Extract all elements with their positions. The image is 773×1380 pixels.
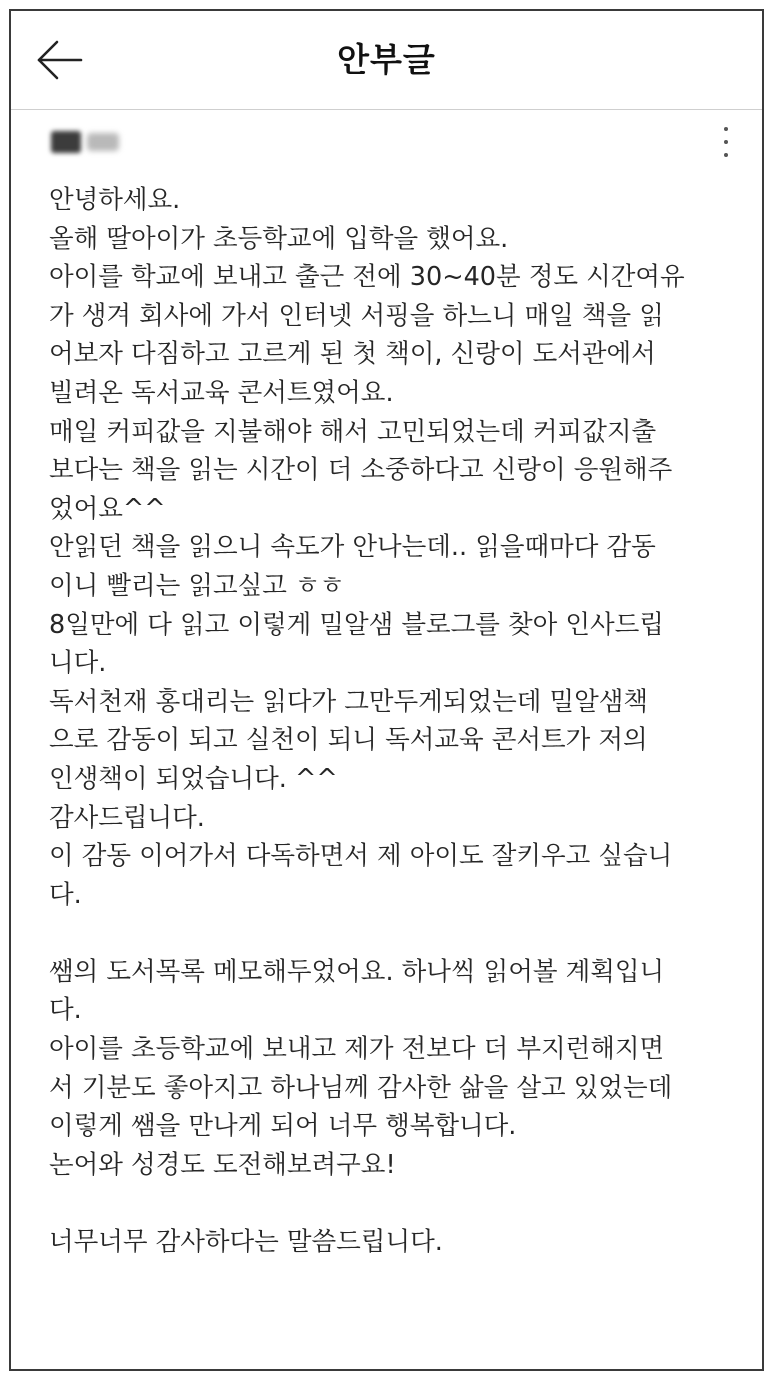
more-options-button[interactable]	[720, 123, 732, 161]
post-text-line: 쌤의 도서목록 메모해두었어요. 하나씩 읽어볼 계획입니	[49, 956, 665, 987]
post-text-line: 어보자 다짐하고 고르게 된 첫 책이, 신랑이 도서관에서	[49, 339, 656, 370]
post-text-line: 었어요^^	[49, 493, 166, 524]
blurred-author-name-part	[87, 133, 119, 151]
more-vertical-icon-dot	[724, 153, 728, 157]
more-vertical-icon-dot	[724, 140, 728, 144]
paragraph-spacer	[49, 1184, 742, 1223]
post-text-line: 가 생겨 회사에 가서 인터넷 서핑을 하느니 매일 책을 읽	[49, 300, 664, 331]
post-text-line: 안읽던 책을 읽으니 속도가 안나는데.. 읽을때마다 감동	[49, 532, 656, 563]
post-text-line: 감사드립니다.	[49, 802, 205, 833]
post-text-line: 다.	[49, 879, 82, 910]
post-text-line: 으로 감동이 되고 실천이 되니 독서교육 콘서트가 저의	[49, 725, 648, 756]
post-text-line: 인생책이 되었습니다. ^^	[49, 763, 338, 794]
post-text-line: 너무너무 감사하다는 말씀드립니다.	[49, 1227, 443, 1258]
post-screen	[9, 9, 764, 1371]
post-text-line: 이렇게 쌤을 만나게 되어 너무 행복합니다.	[49, 1111, 517, 1142]
post-text-line: 니다.	[49, 648, 107, 679]
post-text-line: 올해 딸아이가 초등학교에 입학을 했어요.	[49, 223, 509, 254]
post-text-line: 서 기분도 좋아지고 하나님께 감사한 삶을 살고 있었는데	[49, 1072, 673, 1103]
top-app-bar	[11, 11, 762, 110]
post-text-line: 안녕하세요.	[49, 185, 181, 215]
post-text-line: 이 감동 이어가서 다독하면서 제 아이도 잘키우고 싶습니	[49, 841, 673, 872]
post-text-line: 아이를 초등학교에 보내고 제가 전보다 더 부지런해지면	[49, 1034, 665, 1065]
more-vertical-icon-dot	[724, 127, 728, 131]
post-text-line: 빌려온 독서교육 콘서트였어요.	[49, 377, 394, 408]
blurred-author-name-part	[51, 131, 81, 153]
paragraph-spacer	[49, 914, 742, 953]
author-avatar-blurred	[51, 126, 119, 158]
post-text-line: 독서천재 홍대리는 읽다가 그만두게되었는데 밀알샘책	[49, 686, 648, 717]
post-text-line: 8일만에 다 읽고 이렇게 밀알샘 블로그를 찾아 인사드립	[49, 609, 664, 640]
page-title: 안부글	[337, 40, 436, 79]
post-text-line: 논어와 성경도 도전해보려구요!	[49, 1149, 396, 1180]
post-text-line: 아이를 학교에 보내고 출근 전에 30~40분 정도 시간여유	[49, 262, 685, 293]
post-text-line: 이니 빨리는 읽고싶고 ㅎㅎ	[49, 570, 345, 601]
post-text-line: 보다는 책을 읽는 시간이 더 소중하다고 신랑이 응원해주	[49, 455, 673, 486]
post-body	[49, 181, 742, 1262]
post-text-line: 다.	[49, 995, 82, 1026]
post-text-line: 매일 커피값을 지불해야 해서 고민되었는데 커피값지출	[49, 416, 657, 447]
